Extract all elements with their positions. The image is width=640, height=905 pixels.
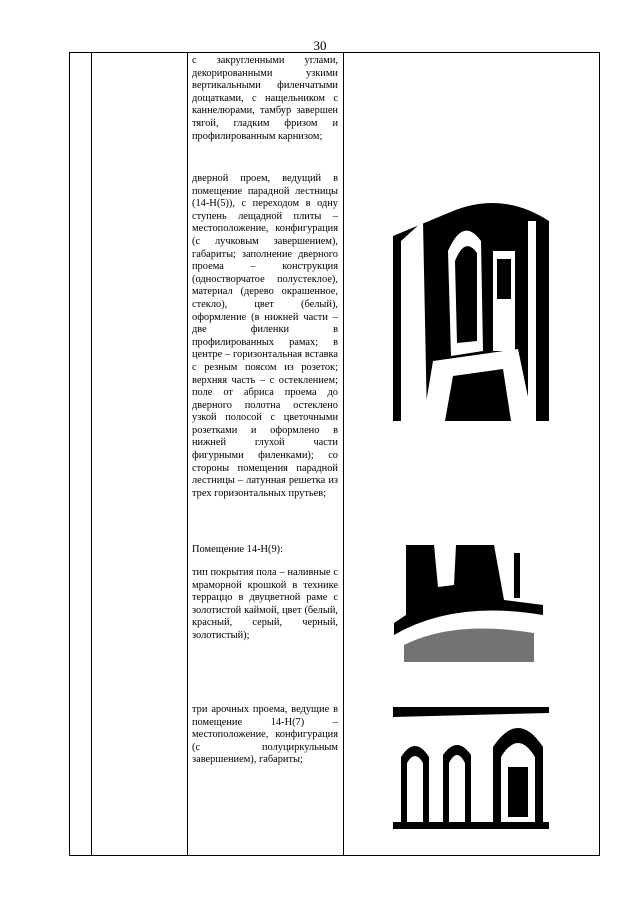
room-heading: Помещение 14-Н(9):: [192, 544, 283, 555]
column-divider-3: [343, 53, 344, 855]
description-floor: тип покрытия пола – наливные с мраморной крошкой в технике терраццо в двуцветной раме с золотистой каймой, цвет (белый, красный, серый, черный, золотистый);: [192, 567, 338, 641]
column-divider-1: [91, 53, 92, 855]
terrazzo-floor-photo: [394, 545, 543, 662]
description-doorway: дверной проем, ведущий в помещение парадной лестницы (14-Н(5)), с переходом в одну ступень лещадной плиты – местоположение, конфигурация (с лучковым завершением), габариты; заполнение дверного проема – конструкция (одностворчатое полустеклое), материал (дерево окрашенное, стекло), цвет (белый), оформление (в нижней части – две филенки в профилированных рамах; в центре – горизонтальная вставка с резным поясом из розеток; верхняя часть – с остеклением; поле от абриса проема до дверного полотна остеклено узкой полосой с цветочными розетками и оформлено в нижней глухой части фигурными филенками); со стороны помещения парадной лестницы – латунная решетка из трех горизонтальных прутьев;: [192, 173, 338, 499]
arched-openings-photo: [393, 707, 549, 829]
description-door-decor: с закругленными углами, декорированными узкими вертикальными филенчатыми дощатками, с нащельником с каннелюрами, тамбур завершен тягой, гладким фризом и профилированным карнизом;: [192, 55, 338, 142]
doorway-photo: [393, 181, 549, 421]
column-divider-2: [187, 53, 188, 855]
page-number: 30: [313, 38, 327, 53]
description-arches: три арочных проема, ведущие в помещение 14-Н(7) – местоположение, конфигурация (с полуциркульным завершением), габариты;: [192, 704, 338, 766]
